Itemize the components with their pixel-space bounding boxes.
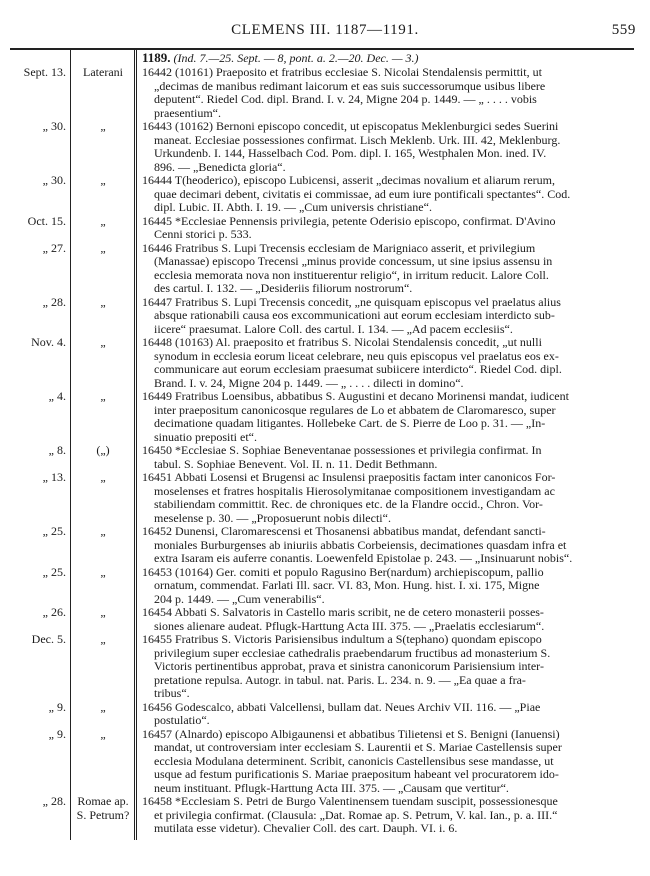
entry-text xyxy=(142,633,638,701)
entry-text-line: stabiliendam committit. Rec. de chroniques etc. de la Flandre occid., Chron. Vor- xyxy=(154,498,543,511)
entry-date: Nov. 4. xyxy=(31,335,66,349)
entry-text-line: ornatum, commendat. Farlati Ill. sacr. VI. 83, Mon. Hung. hist. I. xi. 175, Migne xyxy=(154,579,540,592)
entry-text xyxy=(142,296,638,337)
entry-text-line: sinuatio prepositi et“. xyxy=(154,430,257,444)
entry-text-line: communicare aut eorum ecclesiam praesumat subiicere interdicto“. Riedel Cod. dipl. xyxy=(154,363,562,376)
entry-date: „ 30. xyxy=(42,173,66,187)
entry-text-line: Victoris pertinentibus approbat, prava et sinistra canonicorum Parisiensium inter- xyxy=(154,660,544,673)
entry-place: „ xyxy=(100,632,106,646)
regest-entry xyxy=(0,606,650,633)
entry-date: „ 9. xyxy=(48,699,66,714)
entry-date: „ 27. xyxy=(42,240,66,255)
entry-text-line: usque ad festum purificationis S. Mariae praepositum habeant vel procuratorem ido- xyxy=(154,768,559,781)
entry-place: „ xyxy=(100,335,106,349)
entry-place xyxy=(72,795,134,822)
entry-text-line: 16456 Godescalco, abbati Valcellensi, bullam dat. Neues Archiv VII. 116. — „Piae xyxy=(142,700,541,714)
entry-date: Oct. 15. xyxy=(27,213,66,228)
entry-text-line: des cartul. I. 132. — „Desideriis filiorum nostrorum“. xyxy=(154,282,413,295)
entry-text xyxy=(142,174,638,215)
entry-text-line: privilegium super ecclesiae cathedralis praebendarum fructibus ad monasterium S. xyxy=(154,646,551,660)
entry-date: „ 26. xyxy=(42,605,66,619)
regest-entry xyxy=(0,471,650,525)
entry-text xyxy=(142,471,638,525)
entry-text-line: 16447 Fratribus S. Lupi Trecensis concedit, „ne quisquam episcopus vel praelatus alius xyxy=(142,295,561,309)
regest-entry xyxy=(0,336,650,390)
entry-text-line: Brand. I. v. 24, Migne 204 p. 1449. — „ . . . . dilecti in domino“. xyxy=(154,376,464,390)
entry-date: „ 25. xyxy=(42,524,66,538)
entry-text xyxy=(142,120,638,174)
entry-text-line: 204 p. 1449. — „Cum venerabilis“. xyxy=(154,592,325,606)
entry-text-line: Cenni storici p. 533. xyxy=(154,228,252,241)
regest-entry xyxy=(0,120,650,174)
entry-text xyxy=(142,606,638,633)
entry-date: „ 28. xyxy=(42,794,66,808)
regesta-entries xyxy=(0,66,650,836)
entry-date: „ 9. xyxy=(48,726,66,741)
indiction-note: (Ind. 7.—25. Sept. — 8, pont. a. 2.—20. Dec. — 3.) xyxy=(173,51,419,65)
entry-text-line: 16455 Fratribus S. Victoris Parisiensibus indultum a S(tephano) quondam episcopo xyxy=(142,633,542,646)
entry-place: „ xyxy=(100,119,106,133)
entry-date: „ 30. xyxy=(42,119,66,133)
entry-text-line: meselense p. 30. — „Proposuerunt nobis dilecti“. xyxy=(154,511,391,525)
year-line xyxy=(142,50,419,66)
entry-text-line: iicere“ praesumat. Lalore Coll. des cartul. I. 134. — „Ad pacem ecclesiis“. xyxy=(154,322,513,336)
regest-entry xyxy=(0,525,650,566)
entry-text-line: neum instituant. Pflugk-Harttung Acta III. 375. — „Causam que vertitur“. xyxy=(154,781,509,795)
entry-text xyxy=(142,701,638,728)
entry-place: („) xyxy=(96,443,110,457)
entry-text-line: 16450 *Ecclesiae S. Sophiae Beneventanae possessiones et privilegia confirmat. In xyxy=(142,444,542,457)
entry-text-line: 896. — „Benedicta gloria“. xyxy=(154,160,286,174)
entry-text-line: absque rationabili causa eos excommunicationi aut eorum ecclesiam interdicto sub- xyxy=(154,309,555,322)
entry-text xyxy=(142,242,638,296)
entry-text-line: tabul. S. Sophiae Benevent. Vol. II. n. 11. Dedit Bethmann. xyxy=(154,457,438,471)
entry-text-line: extra Isaram eis auferre conantis. Loewenfeld Epistolae p. 243. — „Insinuarunt nobis“. xyxy=(154,552,573,565)
entry-date: Sept. 13. xyxy=(23,65,66,79)
entry-text-line: decimatione quadam litigantes. Hollebeke Cart. de S. Pierre de Loo p. 31. — „In- xyxy=(154,417,546,430)
regest-entry xyxy=(0,701,650,728)
entry-place: „ xyxy=(100,173,106,187)
entry-text-line: 16445 *Ecclesiae Pennensis privilegia, petente Oderisio episcopo, confirmat. D'Avino xyxy=(142,214,556,228)
regest-entry xyxy=(0,390,650,444)
entry-date: „ 28. xyxy=(42,294,66,309)
entry-text-line: 16442 (10161) Praeposito et fratribus ecclesiae S. Nicolai Stendalensis permittit, ut xyxy=(142,66,542,79)
entry-text-line: 16444 T(heoderico), episcopo Lubicensi, asserit „decimas novalium et aliarum rerum, xyxy=(142,174,555,187)
entry-text-line: ecclesia Modulana determinent. Scribit, canonicis Castellensibus sese mandasse, ut xyxy=(154,754,554,768)
entry-text-line: deputent“. Riedel Cod. dipl. Brand. I. v. 24, Migne 204 p. 1449. — „ . . . . vobis xyxy=(154,93,537,106)
entry-place-line: S. Petrum? xyxy=(76,807,130,822)
regest-entry xyxy=(0,566,650,607)
entry-text-line: praesentium“. xyxy=(154,106,221,120)
entry-text-line: pretatione repulsa. Autogr. in tabul. nat. Paris. L. 234. n. 9. — „Ea quae a fra- xyxy=(154,673,526,687)
entry-text xyxy=(142,566,638,607)
entry-text-line: 16446 Fratribus S. Lupi Trecensis ecclesiam de Marigniaco asserit, et privilegium xyxy=(142,241,536,255)
entry-text xyxy=(142,66,638,120)
entry-place: „ xyxy=(100,240,106,255)
regest-entry xyxy=(0,633,650,701)
regest-entry xyxy=(0,215,650,242)
entry-place: „ xyxy=(100,294,106,309)
entry-text xyxy=(142,215,638,242)
entry-text-line: 16452 Dunensi, Claromarescensi et Thosanensi abbatibus mandat, defendant sancti- xyxy=(142,525,546,538)
regest-entry xyxy=(0,444,650,471)
entry-place: „ xyxy=(100,389,106,403)
regest-entry xyxy=(0,296,650,337)
entry-text-line: moniales Burburgenses ab iniuriis abbatis Corbeiensis, decimationes quasdam infra et xyxy=(154,538,567,552)
entry-place-line: Romae ap. xyxy=(77,794,129,808)
entry-text-line: 16458 *Ecclesiam S. Petri de Burgo Valentinensem tuendam suscipit, possessionesque xyxy=(142,795,558,808)
year-number: 1189. xyxy=(142,50,171,65)
entry-place: „ xyxy=(100,564,106,579)
entry-text-line: 16443 (10162) Bernoni episcopo concedit, ut episcopatus Meklenburgici sedes Suerini xyxy=(142,120,559,133)
entry-text xyxy=(142,444,638,471)
entry-text-line: et privilegia confirmat. (Clausula: „Dat. Romae ap. S. Petrum, V. kal. Ian., p. a. III.“ xyxy=(154,808,558,822)
entry-text-line: 16449 Fratribus Loensibus, abbatibus S. Augustini et decano Morinensi mandat, iudicent xyxy=(142,390,569,403)
entry-text-line: moselenses et fratres hospitalis Hierosolymitanae compositionem investigandam ac xyxy=(154,484,555,498)
entry-date: „ 13. xyxy=(42,470,66,484)
entry-text xyxy=(142,795,638,836)
entry-text-line: siones alienare audeat. Pflugk-Harttung Acta III. 375. — „Praelatis ecclesiarum“. xyxy=(154,619,545,633)
entry-place: „ xyxy=(100,213,106,228)
entry-text-line: postulatio“. xyxy=(154,714,210,727)
entry-text-line: mandat, ut controversiam inter ecclesiam S. Laurentii et S. Mariae Castellensis super xyxy=(154,741,562,754)
entry-text-line: 16448 (10163) Al. praeposito et fratribus S. Nicolai Stendalensis concedit, „ut nulli xyxy=(142,336,542,349)
page-number: 559 xyxy=(611,22,636,38)
entry-place: Laterani xyxy=(83,65,123,79)
entry-text-line: mutilata esse videtur). Chevalier Coll. des cart. Dauph. VI. i. 6. xyxy=(154,822,458,835)
entry-text-line: 16457 (Alnardo) episcopo Albigaunensi et abbatibus Tilietensi et S. Benigni (Ianuensi) xyxy=(142,727,560,741)
entry-place: „ xyxy=(100,726,106,741)
entry-text xyxy=(142,390,638,444)
entry-place: „ xyxy=(100,605,106,619)
running-header-title: CLEMENS III. 1187—1191. xyxy=(231,22,419,38)
entry-text xyxy=(142,336,638,390)
entry-date: Dec. 5. xyxy=(31,632,66,646)
entry-text-line: synodum in ecclesia eorum liceat celebrare, neu quis episcopus vel praelatus eos ex- xyxy=(154,349,559,363)
entry-text-line: „decimas de manibus redimant laicorum et eas suis successorumque usibus libere xyxy=(154,79,546,93)
entry-text-line: Urkundenb. I. 144, Hasselbach Cod. Pom. dipl. I. 165, Westphalen Mon. ined. IV. xyxy=(154,147,547,160)
entry-text xyxy=(142,525,638,566)
entry-place: „ xyxy=(100,470,106,484)
entry-text-line: ecclesia memorata nova non instituerentur religio“, in irritum reducit. Lalore Coll. xyxy=(154,268,549,282)
entry-text-line: tribus“. xyxy=(154,687,190,700)
entry-text-line: 16451 Abbati Losensi et Brugensi ac Insulensi praepositis factam inter canonicos For- xyxy=(142,471,556,484)
entry-date: „ 4. xyxy=(48,389,66,403)
entry-date: „ 8. xyxy=(48,443,66,457)
entry-text-line: (Manassae) episcopo Trecensi „minus provide concessum, ut sine ipsius assensu in xyxy=(154,255,553,268)
regest-entry xyxy=(0,242,650,296)
entry-text-line: 16454 Abbati S. Salvatoris in Castello maris scribit, ne de cetero monasterii posses- xyxy=(142,606,544,619)
entry-text-line: inter praepositum canonicosque regulares de Lo et abbatem de Claromaresco, super xyxy=(154,403,556,417)
entry-date: „ 25. xyxy=(42,564,66,579)
entry-text-line: 16453 (10164) Ger. comiti et populo Ragusino Ber(nardum) archiepiscopum, pallio xyxy=(142,565,544,579)
regest-entry xyxy=(0,66,650,120)
entry-place: „ xyxy=(100,699,106,714)
regest-entry xyxy=(0,174,650,215)
entry-text-line: dipl. Lubic. II. Abth. I. 19. — „Cum universis christiane“. xyxy=(154,201,432,214)
entry-place: „ xyxy=(100,524,106,538)
entry-text xyxy=(142,728,638,796)
regest-entry xyxy=(0,728,650,796)
entry-text-line: maneat. Ecclesiae possessiones confirmat. Lisch Meklenb. Urk. III. 42, Meklenburg. xyxy=(154,133,561,147)
entry-text-line: quae decimari debent, civitatis ei commissae, ad eum iure pontificali spectantes“. Cod. xyxy=(154,187,571,201)
regest-entry xyxy=(0,795,650,836)
